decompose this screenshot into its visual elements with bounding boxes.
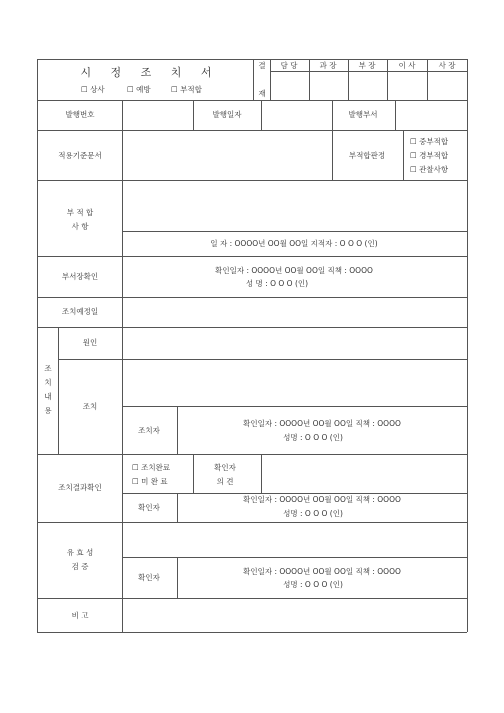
type-option-corrective: ☐ 상사 [81,85,105,94]
judgement-right [403,130,404,180]
row-line-13 [37,598,467,599]
result-confirmer-divider [177,493,178,522]
row-line-11 [37,522,467,523]
dept-head-confirm-label: 부서장확인 [61,272,99,281]
result-option-complete: ☐ 조치완료 [132,463,171,472]
approval-label-top: 결 [258,61,266,70]
judgement-option-major: ☐ 중부적합 [410,137,449,146]
approval-col-4 [427,59,428,100]
row-line-7 [58,359,467,360]
result-confirmer-label: 확인자 [138,503,160,512]
result-confirm-line: 확인일자 : OOOO년 OO월 OO일 직책 : OOOO [243,495,401,504]
frame-bottom [37,632,467,633]
frame-top [37,59,467,60]
approval-col-2 [348,59,349,100]
applied-standard-label: 적용기준문서 [58,151,102,160]
dept-head-confirm-line: 확인일자 : OOOO년 OO월 OO일 직책 : OOOO [215,266,373,275]
action-person-divider [177,406,178,454]
issue-date-right [261,100,262,130]
action-content-char-4: 용 [44,406,52,415]
judgement-option-observation: ☐ 관찰사항 [410,165,449,174]
action-content-char-3: 내 [44,392,52,401]
corrective-action-form [37,59,467,632]
action-confirm-line: 확인일자 : OOOO년 OO월 OO일 직책 : OOOO [243,419,401,428]
row-line-1 [37,100,467,101]
form-title: 시 정 조 치 서 [80,66,220,79]
row-line-5 [37,297,467,298]
approval-left-border [253,59,254,100]
action-label: 조치 [82,402,98,411]
row-line-4 [37,256,467,257]
validity-label-1: 유 효 성 [66,548,94,557]
planned-date-label: 조치예정일 [61,307,99,316]
approval-col-1 [309,59,310,100]
issue-dept-right [395,100,396,130]
type-option-preventive: ☐ 예방 [127,85,151,94]
approval-col-section-chief: 과 장 [319,61,337,70]
approval-label-bottom: 재 [258,89,266,98]
action-content-divider [58,327,59,454]
approval-col-staff: 담 당 [280,61,298,70]
dept-head-name-line: 성 명 : O O O (인) [245,279,309,288]
result-confirm-label: 조치결과확인 [58,483,102,492]
row-line-6 [37,327,467,328]
result-name-line: 성명 : O O O (인) [283,509,343,518]
approval-col-president: 사 장 [438,61,456,70]
validity-confirmer-divider [177,557,178,598]
validity-name-line: 성명 : O O O (인) [283,580,343,589]
frame-left [37,59,38,632]
issue-no-label: 발행번호 [65,110,95,119]
judgement-left [332,130,333,180]
issue-date-left [193,100,194,130]
approval-col-3 [387,59,388,100]
approval-col-dept-head: 부 장 [358,61,376,70]
row-line-12 [122,557,467,558]
nonconf-items-label-2: 사 항 [71,222,89,231]
remarks-label: 비 고 [71,611,89,620]
nonconf-items-label-1: 부 적 합 [66,208,94,217]
judgement-label: 부적합판정 [348,151,386,160]
validity-label-2: 검 증 [71,562,89,571]
result-option-incomplete: ☐ 미 완 료 [132,477,168,486]
judgement-option-minor: ☐ 경부적합 [410,151,449,160]
issue-date-label: 발행일자 [212,110,242,119]
result-option-divider [193,454,194,493]
row-line-9 [37,454,467,455]
issue-dept-left [332,100,333,130]
label-column-divider [122,100,123,632]
confirmer-opinion-label-1: 확인자 [214,463,236,472]
confirmer-opinion-label-2: 의 견 [216,477,234,486]
validity-confirmer-label: 확인자 [138,573,160,582]
action-content-char-1: 조 [44,364,52,373]
action-content-char-2: 치 [44,378,52,387]
validity-confirm-line: 확인일자 : OOOO년 OO월 OO일 직책 : OOOO [243,567,401,576]
frame-right [467,59,468,632]
row-line-10 [122,493,467,494]
issue-dept-label: 발행부서 [348,110,378,119]
row-line-3 [37,180,467,181]
approval-label-border [270,59,271,100]
approval-header-line [270,71,467,72]
action-person-label: 조치자 [138,426,160,435]
type-option-nonconformity: ☐ 부적합 [171,85,202,94]
opinion-divider [261,454,262,493]
pointer-date-line: 일 자 : OOOO년 OO월 OO일 지적자 : O O O (인) [210,239,378,248]
row-line-8 [122,406,467,407]
approval-col-director: 이 사 [398,61,416,70]
cause-label: 원인 [82,338,98,347]
action-name-line: 성명 : O O O (인) [283,433,343,442]
row-line-4a [122,231,467,232]
